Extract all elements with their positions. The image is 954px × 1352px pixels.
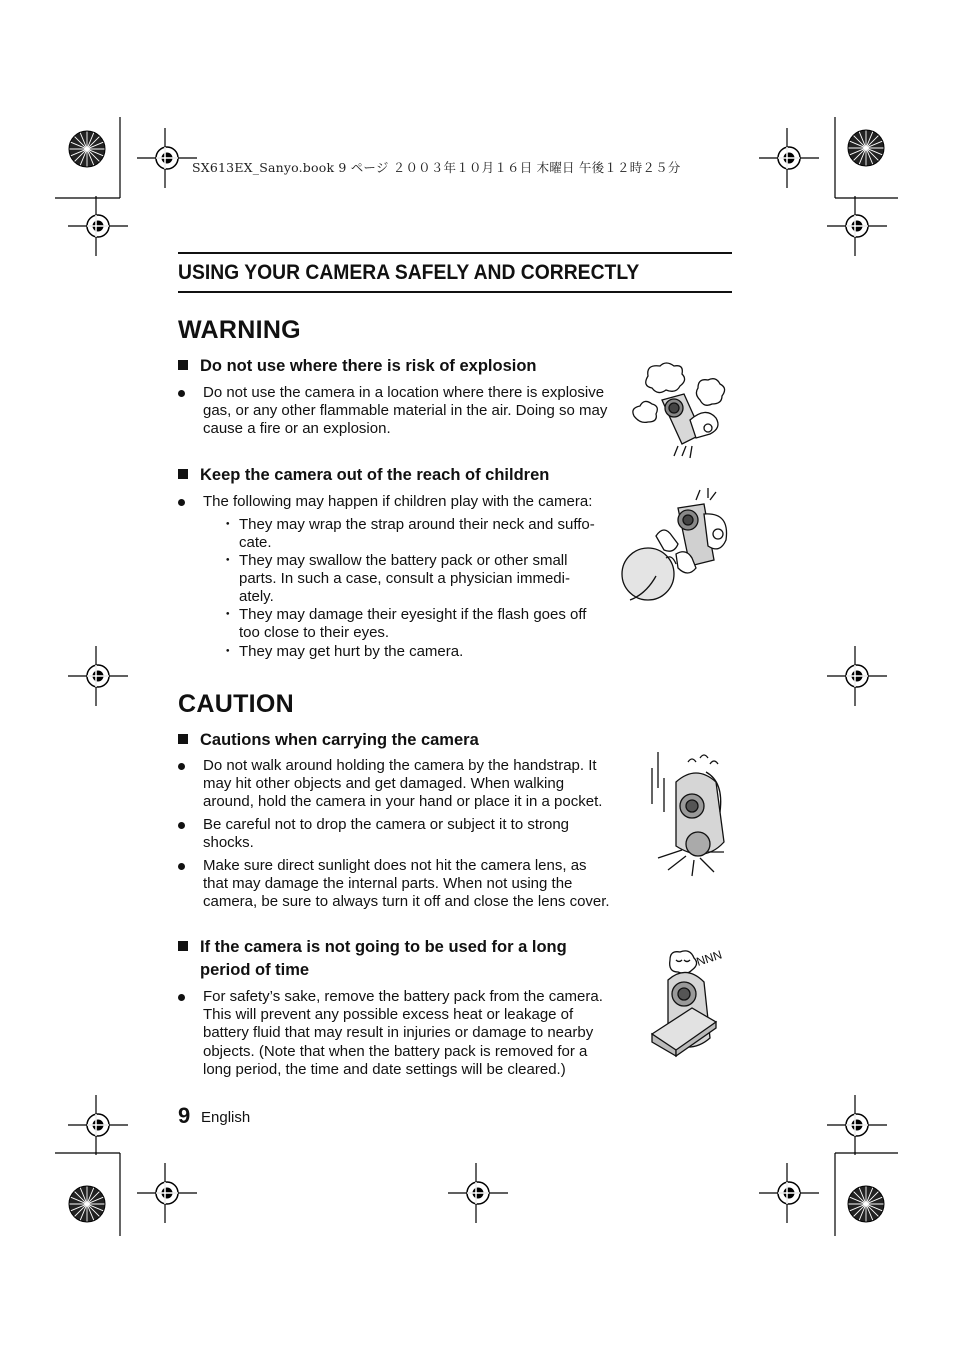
sub-list-line: They may swallow the battery pack or other small bbox=[239, 552, 568, 569]
section-title: USING YOUR CAMERA SAFELY AND CORRECTLY bbox=[178, 261, 640, 284]
bullet-line: camera, be sure to always turn it off and close the lens cover. bbox=[203, 893, 610, 911]
bullet-line: objects. (Note that when the battery pack is removed for a bbox=[203, 1042, 588, 1060]
bullet-line: Do not walk around holding the camera by the handstrap. It bbox=[203, 757, 597, 774]
sub-list-line: They may damage their eyesight if the flash goes off bbox=[239, 606, 587, 623]
sub-list-line: parts. In such a case, consult a physician immedi- bbox=[239, 570, 570, 588]
bullet-icon bbox=[178, 822, 185, 829]
sub-list-line: ately. bbox=[239, 588, 274, 606]
bullet-line: battery fluid that may result in injuries or damage to nearby bbox=[203, 1024, 594, 1042]
subheading-explosion bbox=[178, 355, 537, 378]
bullet-item bbox=[178, 816, 569, 852]
sub-list-item bbox=[224, 643, 463, 661]
page-number: 9 bbox=[178, 1103, 191, 1128]
svg-text:NNN: NNN bbox=[694, 947, 724, 969]
bullet-line: shocks. bbox=[203, 834, 254, 852]
square-bullet-icon bbox=[178, 941, 188, 951]
subheading-children bbox=[178, 464, 549, 487]
language-label: English bbox=[201, 1109, 251, 1126]
middle-dot-icon: ･ bbox=[224, 552, 232, 569]
sub-list-item bbox=[224, 516, 595, 552]
bullet-item bbox=[178, 988, 603, 1079]
bullet-line: long period, the time and date settings will be cleared.) bbox=[203, 1060, 566, 1078]
child-camera-illustration bbox=[620, 488, 732, 606]
title-rule-top bbox=[178, 252, 732, 254]
subheading-carrying bbox=[178, 729, 479, 752]
bullet-icon bbox=[178, 763, 185, 770]
sleeping-camera-illustration bbox=[648, 946, 738, 1066]
square-bullet-icon bbox=[178, 360, 188, 370]
subheading-text: Cautions when carrying the camera bbox=[200, 731, 479, 749]
subheading-long-period bbox=[178, 936, 567, 982]
bullet-icon bbox=[178, 390, 185, 397]
title-rule-bottom bbox=[178, 291, 732, 293]
bullet-item bbox=[178, 857, 610, 912]
sub-list-line: too close to their eyes. bbox=[239, 624, 390, 642]
dropped-camera-illustration bbox=[648, 748, 732, 878]
bullet-item bbox=[178, 493, 592, 511]
print-header: SX613EX_Sanyo.book 9 ページ ２００３年１０月１６日 木曜日 午後１２時２５分 bbox=[192, 160, 681, 175]
bullet-icon bbox=[178, 994, 185, 1001]
sub-list-line: cate. bbox=[239, 534, 272, 552]
bullet-line: The following may happen if children play with the camera: bbox=[203, 493, 593, 510]
bullet-line: For safety’s sake, remove the battery pack from the camera. bbox=[203, 988, 603, 1005]
subheading-text: Keep the camera out of the reach of children bbox=[200, 466, 550, 484]
caution-heading: CAUTION bbox=[178, 690, 294, 718]
square-bullet-icon bbox=[178, 734, 188, 744]
sub-list-line: They may get hurt by the camera. bbox=[239, 643, 464, 660]
middle-dot-icon: ･ bbox=[224, 516, 232, 533]
middle-dot-icon: ･ bbox=[224, 606, 232, 623]
bullet-line: cause a fire or an explosion. bbox=[203, 420, 391, 438]
sub-list-item bbox=[224, 606, 586, 642]
bullet-line: Be careful not to drop the camera or subject it to strong bbox=[203, 816, 570, 833]
subheading-text: period of time bbox=[200, 961, 310, 979]
bullet-line: around, hold the camera in your hand or place it in a pocket. bbox=[203, 793, 603, 811]
bullet-line: This will prevent any possible excess heat or leakage of bbox=[203, 1006, 574, 1024]
bullet-item bbox=[178, 384, 607, 439]
bullet-line: Make sure direct sunlight does not hit the camera lens, as bbox=[203, 857, 587, 874]
explosion-camera-illustration bbox=[630, 362, 726, 462]
bullet-icon bbox=[178, 863, 185, 870]
bullet-line: that may damage the internal parts. When not using the bbox=[203, 875, 573, 893]
square-bullet-icon bbox=[178, 469, 188, 479]
bullet-line: Do not use the camera in a location where there is explosive bbox=[203, 384, 605, 401]
middle-dot-icon: ･ bbox=[224, 643, 232, 660]
bullet-line: gas, or any other flammable material in the air. Doing so may bbox=[203, 402, 608, 420]
bullet-line: may hit other objects and get damaged. When walking bbox=[203, 775, 565, 793]
bullet-item bbox=[178, 757, 602, 812]
bullet-icon bbox=[178, 499, 185, 506]
warning-heading: WARNING bbox=[178, 316, 301, 344]
sub-list-item bbox=[224, 552, 570, 607]
sub-list-line: They may wrap the strap around their neck and suffo- bbox=[239, 516, 595, 533]
subheading-text: Do not use where there is risk of explosion bbox=[200, 357, 537, 375]
subheading-text: If the camera is not going to be used for a long bbox=[200, 938, 567, 956]
